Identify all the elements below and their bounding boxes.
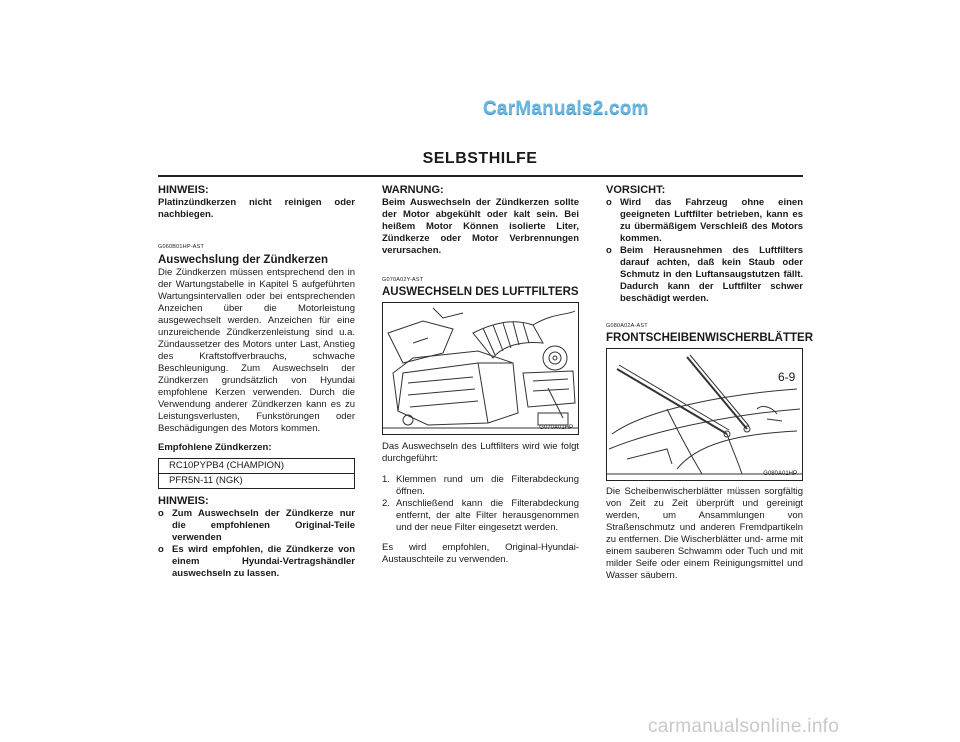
watermark: carmanualsonline.info: [648, 716, 840, 737]
column-left: [158, 184, 355, 580]
air-filter-intro: Das Auswechseln des Luftfilters wird wie folgt durchgeführt:: [382, 441, 579, 464]
warning-title: WARNUNG:: [382, 184, 444, 196]
air-filter-outro: Es wird empfohlen, Original-Hyundai-Austauschteile zu verwenden.: [382, 542, 579, 565]
list-item: 2. Anschließend kann die Filterabdeckung entfernt, der alte Filter herausgenommen und der neue Filter eingesetzt werden.: [382, 498, 579, 533]
page-number: 6-9: [778, 370, 796, 384]
list-item: o Wird das Fahrzeug ohne einen geeigneten Luftfilter betrieben, kann es zu übermäßigem Verschleiß des Motors kommen.: [606, 197, 803, 244]
header-divider: [158, 175, 803, 177]
recommended-plugs-label: Empfohlene Zündkerzen:: [158, 442, 272, 453]
plug-row: RC10PYPB4 (CHAMPION): [169, 460, 285, 471]
column-middle: [382, 184, 579, 566]
note-title: HINWEIS:: [158, 184, 209, 196]
section-code: G060B01HP-AST: [158, 244, 205, 250]
wiper-blades-illustration: [606, 348, 803, 481]
list-item: o Beim Herausnehmen des Luftfilters darauf achten, daß kein Staub oder Schmutz in den Luftansaugstutzen fällt. Dadurch kann der Luftfilter schwer beschädigt werden.: [606, 245, 803, 304]
note-title: HINWEIS:: [158, 495, 209, 507]
list-item: 1. Klemmen rund um die Filterabdeckung öffnen.: [382, 474, 579, 497]
list-item: o Zum Auswechseln der Zündkerze nur die empfohlenen Original-Teile verwenden: [158, 508, 355, 543]
section-body-spark-plugs: Die Zündkerzen müssen entsprechend den in der Wartungstabelle in Kapitel 5 aufgeführten Wartungsintervallen oder bei entsprechenden Anzeichen über die Motorleistung ausgewechselt werden. Anzeichen für eine unzureichende Zündkerzenleistung sind u.a. Zündaussetzer des Motors unter Last, Anstieg des Kraftstoffverbrauchs, schwache Beschleunigung. Zum Auswechseln der Zündkerzen grundsätzlich von Hyundai empfohlene Kerzen verwenden. Durch die Verwendung anderer Zündkerzen kann es zu Leistungsverlusten, Funkstörungen oder Beschädigungen des Motors kommen.: [158, 267, 355, 434]
page-title: SELBSTHILFE: [422, 150, 538, 167]
column-right: [606, 184, 813, 582]
wiper-blades-body: Die Scheibenwischerblätter müssen sorgfältig von Zeit zu Zeit überprüft und gereinigt werden, um Ansammlungen von Straßenschmutz und anderen Fremdpartikeln zu entfernen. Die Wischerblätter und- arme mit einem sauberen Schwamm oder Tuch und mit milder Seife oder einem Reinigungsmittel und Wasser säubern.: [606, 486, 803, 581]
section-title-wiper-blades: FRONTSCHEIBENWISCHERBLÄTTER: [606, 332, 813, 344]
windshield-drawing: [607, 349, 802, 480]
recommended-plugs-table: [158, 458, 355, 489]
figure-code: G080A01HP: [763, 471, 797, 477]
section-title-spark-plugs: Auswechslung der Zündkerzen: [158, 254, 328, 266]
engine-bay-drawing: [383, 303, 578, 434]
figure-code: G070A01HP: [539, 425, 573, 431]
caution-title: VORSICHT:: [606, 184, 666, 196]
warning-text: Beim Auswechseln der Zündkerzen sollte der Motor abgekühlt oder kalt sein. Bei heißem Motor Können isolierte Liter, Zündkerze oder Motor Verbrennungen verursachen.: [382, 197, 579, 256]
note-list: [158, 508, 355, 580]
note-text: Platinzündkerzen nicht reinigen oder nachbiegen.: [158, 197, 355, 220]
air-filter-steps: [382, 474, 579, 534]
section-code: G080A02A-AST: [606, 323, 648, 329]
section-title-air-filter: AUSWECHSELN DES LUFTFILTERS: [382, 286, 579, 298]
plug-row: PFR5N-11 (NGK): [159, 473, 354, 488]
site-logo[interactable]: CarManuals2.com: [483, 98, 649, 119]
air-filter-illustration: [382, 302, 579, 435]
caution-list: [606, 197, 803, 305]
section-code: G070A02Y-AST: [382, 277, 424, 283]
list-item: o Es wird empfohlen, die Zündkerze von einem Hyundai-Vertragshändler auswechseln zu lassen.: [158, 544, 355, 579]
